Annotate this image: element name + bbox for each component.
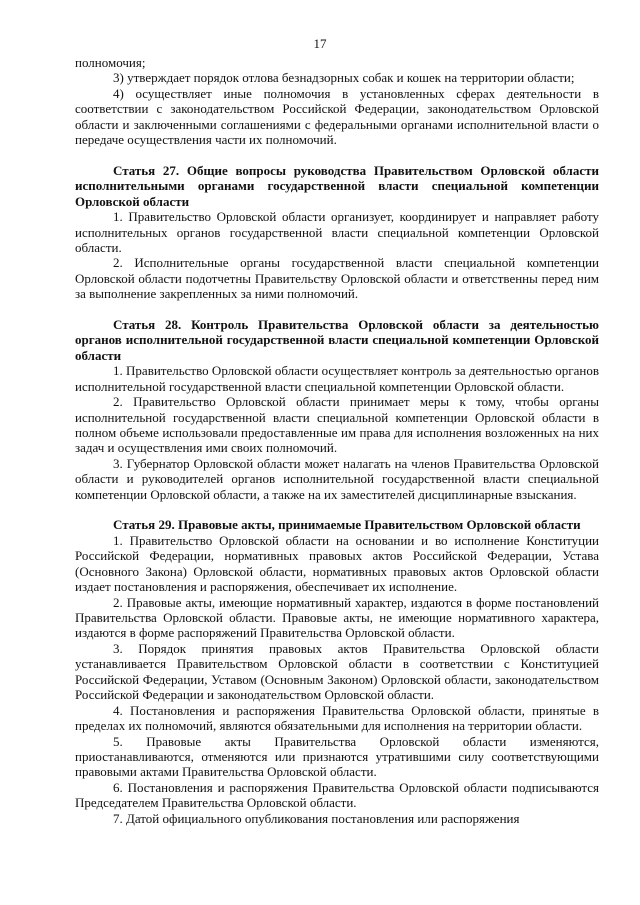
paragraph: 3) утверждает порядок отлова безнадзорных собак и кошек на территории области; — [113, 70, 575, 86]
article-29-heading: Статья 29. Правовые акты, принимаемые Правительством Орловской области — [113, 517, 581, 533]
paragraph: 6. Постановления и распоряжения Правительства Орловской области подписываются Председателем Правительства Орловской области. — [75, 779, 599, 811]
article-27-heading: Статья 27. Общие вопросы руководства Правительством Орловской области исполнительными органами государственной власти специальной компетенции Орловской области — [75, 162, 599, 209]
paragraph: 2. Исполнительные органы государственной власти специальной компетенции Орловской области подотчетны Правительству Орловской области и ответственны перед ним за выполнение закрепленных за ними полномочий. — [75, 255, 599, 302]
paragraph: 5. Правовые акты Правительства Орловской области изменяются, приостанавливаются, отменяются или признаются утратившими силу соответствующими правовыми актами Правительства Орловской области. — [75, 733, 599, 780]
paragraph: 4) осуществляет иные полномочия в установленных сферах деятельности в соответствии с законодательством Российской Федерации, законодательством Орловской области и заключенными соглашениями с федеральными органами исполнительной власти о передаче осуществления части их полномочий. — [75, 85, 599, 148]
paragraph: 1. Правительство Орловской области на основании и во исполнение Конституции Российской Федерации, нормативных правовых актов Российской Федерации, Устава (Основного Закона) Орловской области, нормативных правовых актов Орловской области издает постановления и распоряжения, обеспечивает их исполнение. — [75, 532, 599, 595]
page-number: 17 — [313, 36, 327, 51]
paragraph: 7. Датой официального опубликования постановления или распоряжения — [113, 810, 520, 826]
paragraph: 1. Правительство Орловской области организует, координирует и направляет работу исполнительных органов государственной власти специальной компетенции Орловской области. — [75, 209, 599, 255]
paragraph: 4. Постановления и распоряжения Правительства Орловской области, принятые в пределах их полномочий, являются обязательными для исполнения на территории области. — [75, 702, 599, 734]
paragraph: 1. Правительство Орловской области осуществляет контроль за деятельностью органов исполнительной государственной власти специальной компетенции Орловской области. — [75, 363, 599, 394]
article-28-heading: Статья 28. Контроль Правительства Орловской области за деятельностью органов исполнительной государственной власти специальной компетенции Орловской области — [75, 316, 599, 363]
paragraph: полномочия; — [75, 55, 146, 70]
paragraph: 2. Правовые акты, имеющие нормативный характер, издаются в форме постановлений Правительства Орловской области. Правовые акты, не имеющие нормативного характера, издаются в форме распоряжений Правительства Орловской области. — [75, 594, 599, 641]
paragraph: 2. Правительство Орловской области принимает меры к тому, чтобы органы исполнительной государственной власти специальной компетенции Орловской области в полном объеме использовали предоставленные им права для исполнения возложенных на них задач и осуществления ими своих полномочий. — [75, 394, 599, 456]
paragraph: 3. Порядок принятия правовых актов Правительства Орловской области устанавливается Правительством Орловской области в соответствии с Конституцией Российской Федерации, Уставом (Основным Законом) Орловской области, законодательством Российской Федерации и законодательством Орловской области. — [75, 640, 599, 703]
paragraph: 3. Губернатор Орловской области может налагать на членов Правительства Орловской области и руководителей органов исполнительной государственной власти специальной компетенции Орловской области, а также на их заместителей дисциплинарные взыскания. — [75, 455, 599, 502]
document-body — [75, 55, 599, 826]
